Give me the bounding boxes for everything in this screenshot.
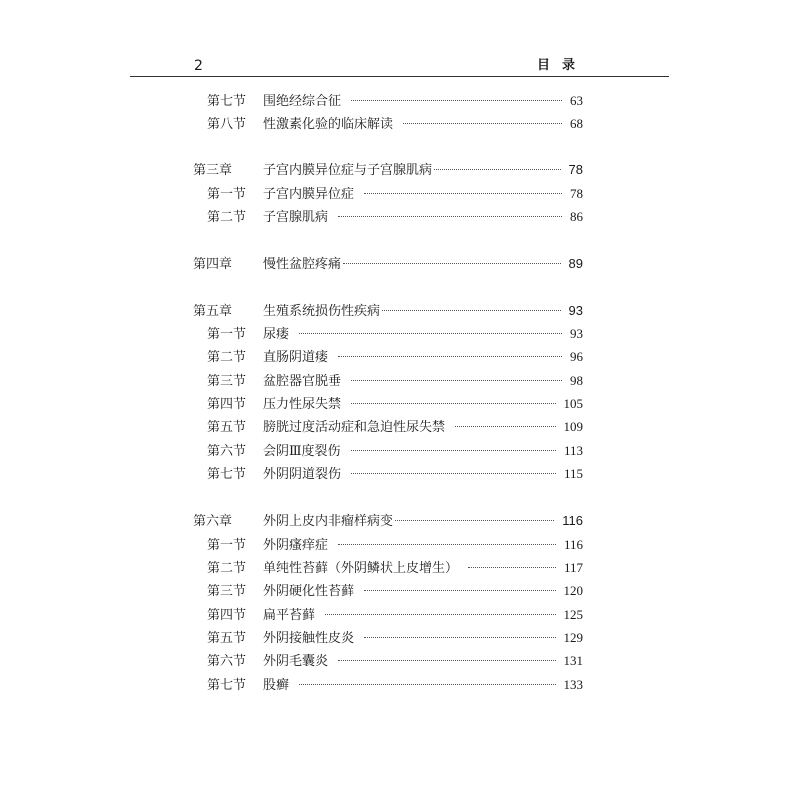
entry-number: 第八节: [207, 117, 247, 132]
entry-title: 直肠阴道瘘: [263, 350, 329, 365]
toc-entry-section[interactable]: [207, 535, 583, 555]
dot-leader: [351, 379, 562, 381]
entry-number: 第二节: [207, 561, 247, 576]
entry-page: 109: [563, 419, 583, 434]
entry-page: 96: [570, 349, 583, 364]
entry-number: 第五节: [207, 631, 247, 646]
toc-entry-section[interactable]: [207, 441, 583, 461]
toc-entry-section[interactable]: [207, 347, 583, 367]
entry-title: 盆腔器官脱垂: [263, 374, 342, 389]
entry-title: 外阴硬化性苔藓: [263, 584, 355, 599]
entry-number: 第六节: [207, 654, 247, 669]
entry-page: 116: [563, 537, 583, 552]
entry-page: 120: [563, 583, 583, 598]
entry-page: 116: [562, 513, 583, 528]
entry-number: 第二节: [207, 350, 247, 365]
dot-leader: [338, 543, 556, 545]
toc-entry-section[interactable]: [207, 324, 583, 344]
dot-leader: [299, 683, 555, 685]
entry-title: 性激素化验的临床解读: [263, 117, 394, 132]
entry-page: 133: [563, 677, 583, 692]
dot-leader: [364, 589, 555, 591]
entry-number: 第三章: [193, 163, 233, 178]
entry-title: 压力性尿失禁: [263, 397, 342, 412]
dot-leader: [364, 192, 562, 194]
entry-title: 慢性盆腔疼痛: [263, 257, 342, 272]
entry-number: 第一节: [207, 327, 247, 342]
toc-entry-section[interactable]: [207, 605, 583, 625]
dot-leader: [455, 425, 555, 427]
dot-leader: [351, 402, 555, 404]
entry-page: 86: [570, 209, 583, 224]
entry-number: 第四节: [207, 397, 247, 412]
dot-leader: [338, 659, 555, 661]
running-head: 目录: [536, 58, 587, 73]
entry-title: 生殖系统损伤性疾病: [263, 304, 381, 319]
entry-number: 第四节: [207, 608, 247, 623]
entry-number: 第五章: [193, 304, 233, 319]
entry-number: 第二节: [207, 210, 247, 225]
toc-entry-section[interactable]: [207, 675, 583, 695]
entry-page: 113: [563, 443, 583, 458]
entry-page: 93: [568, 303, 583, 318]
toc-entry-chapter[interactable]: [193, 254, 583, 274]
toc-entry-section[interactable]: [207, 184, 583, 204]
entry-page: 78: [568, 162, 583, 177]
toc-entry-section[interactable]: [207, 91, 583, 111]
entry-number: 第四章: [193, 257, 233, 272]
entry-page: 105: [563, 396, 583, 411]
dot-leader: [395, 519, 554, 521]
entry-number: 第五节: [207, 420, 247, 435]
dot-leader: [351, 472, 556, 474]
toc-entry-section[interactable]: [207, 114, 583, 134]
entry-number: 第七节: [207, 678, 247, 693]
toc-entry-section[interactable]: [207, 464, 583, 484]
entry-number: 第七节: [207, 94, 247, 109]
entry-page: 129: [563, 630, 583, 645]
entry-page: 78: [570, 186, 583, 201]
dot-leader: [364, 636, 555, 638]
entry-page: 63: [570, 93, 583, 108]
entry-title: 围绝经综合征: [263, 94, 342, 109]
entry-page: 89: [568, 256, 583, 271]
entry-title: 外阴阴道裂伤: [263, 467, 342, 482]
dot-leader: [351, 99, 562, 101]
entry-title: 会阴Ⅲ度裂伤: [263, 444, 341, 459]
dot-leader: [403, 122, 562, 124]
entry-page: 93: [570, 326, 583, 341]
entry-number: 第六节: [207, 444, 247, 459]
dot-leader: [338, 355, 562, 357]
entry-page: 131: [563, 653, 583, 668]
toc-entry-section[interactable]: [207, 558, 583, 578]
entry-title: 股癣: [263, 678, 290, 693]
entry-title: 膀胱过度活动症和急迫性尿失禁: [263, 420, 446, 435]
entry-title: 子宫内膜异位症与子宫腺肌病: [263, 163, 433, 178]
entry-title: 尿瘘: [263, 327, 290, 342]
toc-entry-chapter[interactable]: [193, 301, 583, 321]
toc-entry-chapter[interactable]: [193, 511, 583, 531]
entry-number: 第三节: [207, 584, 247, 599]
toc-entry-section[interactable]: [207, 371, 583, 391]
entry-title: 外阴毛囊炎: [263, 654, 329, 669]
toc-entry-section[interactable]: [207, 417, 583, 437]
entry-title: 扁平苔藓: [263, 608, 316, 623]
dot-leader: [434, 168, 561, 170]
toc-entry-section[interactable]: [207, 581, 583, 601]
page-header: [130, 58, 669, 77]
entry-number: 第三节: [207, 374, 247, 389]
toc-entry-section[interactable]: [207, 207, 583, 227]
toc-entry-chapter[interactable]: [193, 160, 583, 180]
dot-leader: [325, 613, 555, 615]
entry-page: 68: [570, 116, 583, 131]
entry-number: 第一节: [207, 538, 247, 553]
page-number: 2: [194, 58, 203, 74]
entry-page: 115: [563, 466, 583, 481]
dot-leader: [338, 215, 562, 217]
entry-page: 98: [570, 373, 583, 388]
dot-leader: [468, 566, 556, 568]
entry-title: 外阴瘙痒症: [263, 538, 329, 553]
entry-number: 第七节: [207, 467, 247, 482]
entry-title: 子宫腺肌病: [263, 210, 329, 225]
entry-page: 125: [563, 607, 583, 622]
entry-number: 第六章: [193, 514, 233, 529]
toc-entry-section[interactable]: [207, 628, 583, 648]
dot-leader: [343, 262, 561, 264]
toc-entry-section[interactable]: [207, 394, 583, 414]
entry-page: 117: [563, 560, 583, 575]
entry-title: 单纯性苔藓（外阴鳞状上皮增生）: [263, 561, 459, 576]
entry-title: 子宫内膜异位症: [263, 187, 355, 202]
dot-leader: [299, 332, 562, 334]
entry-title: 外阴上皮内非瘤样病变: [263, 514, 394, 529]
entry-title: 外阴接触性皮炎: [263, 631, 355, 646]
toc-entry-section[interactable]: [207, 651, 583, 671]
dot-leader: [382, 309, 561, 311]
dot-leader: [351, 449, 556, 451]
entry-number: 第一节: [207, 187, 247, 202]
